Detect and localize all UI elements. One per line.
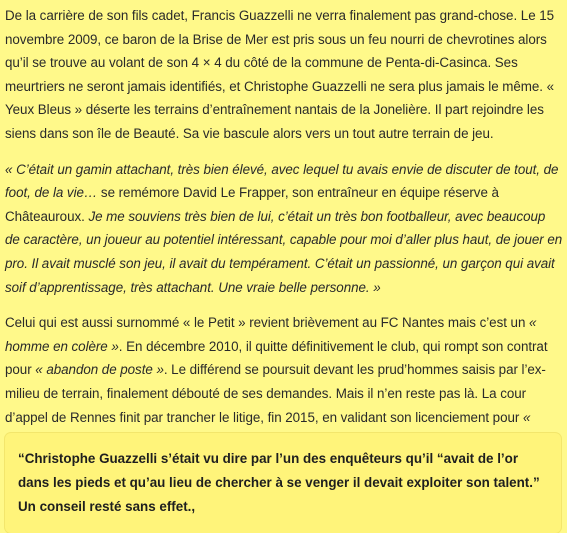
quote-attribution: se remémore David Le Frapper, son entraîneur en équipe réserve à Châteauroux. [5,185,499,224]
paragraph-2-quote [5,158,563,300]
pull-quote-box [5,433,561,533]
pull-quote-text: “Christophe Guazzelli s’était vu dire par l’un des enquêteurs qu’il “avait de l’or dans les pieds et qu’au lieu de chercher à se venger il devait exploiter son talent.” Un conseil resté sans effet., [18,451,540,514]
article-body [5,4,563,453]
paragraph-3-text-b: . En décembre 2010, il quitte définitivement le club, qui rompt son contrat pour [5,338,548,378]
inline-quote-faute-grave: « [522,409,531,425]
paragraph-3-text-a: Celui qui est aussi surnommé « le Petit » revient brièvement au FC Nantes mais c’est un [5,315,530,331]
quote-part-1: « C’était un gamin attachant, très bien élevé, avec lequel tu avais envie de discuter de tout, de foot, de la vie… [5,161,559,201]
paragraph-3 [5,311,563,453]
quote-part-2: Je me souviens très bien de lui, c’était un très bon footballeur, avec beaucoup de caractère, un joueur au potentiel intéressant, capable pour moi d’aller plus haut, de jouer en pro. Il avait musclé son jeu, il avait du tempérament. C’était un passionné, un garçon qui avait soif d’apprentissage, très attachant. Une vraie belle personne. » [5,208,563,295]
inline-quote-homme-en-colere: « homme en colère » [5,315,537,354]
inline-quote-abandon-de-poste: « abandon de poste » [35,362,164,378]
paragraph-3-text-c: . Le différend se poursuit devant les prud’hommes saisis par l’ex-milieu de terrain, finalement débouté de ses demandes. Mais il n’en reste pas là. La cour d’appel de Rennes finit par trancher le litige, fin 2015, en validant son licenciement pour [5,362,546,425]
paragraph-1: De la carrière de son fils cadet, Francis Guazzelli ne verra finalement pas grand-chose. Le 15 novembre 2009, ce baron de la Brise de Mer est pris sous un feu nourri de chevrotines alors qu’il se trouve au volant de son 4 × 4 du côté de la commune de Penta-di-Casinca. Ses meurtriers ne seront jamais identifiés, et Christophe Guazzelli ne sera plus jamais le même. « Yeux Bleus » déserte les terrains d’entraînement nantais de la Jonelière. Il part rejoindre les siens dans son île de Beauté. Sa vie bascule alors vers un tout autre terrain de jeu. [5,8,555,141]
